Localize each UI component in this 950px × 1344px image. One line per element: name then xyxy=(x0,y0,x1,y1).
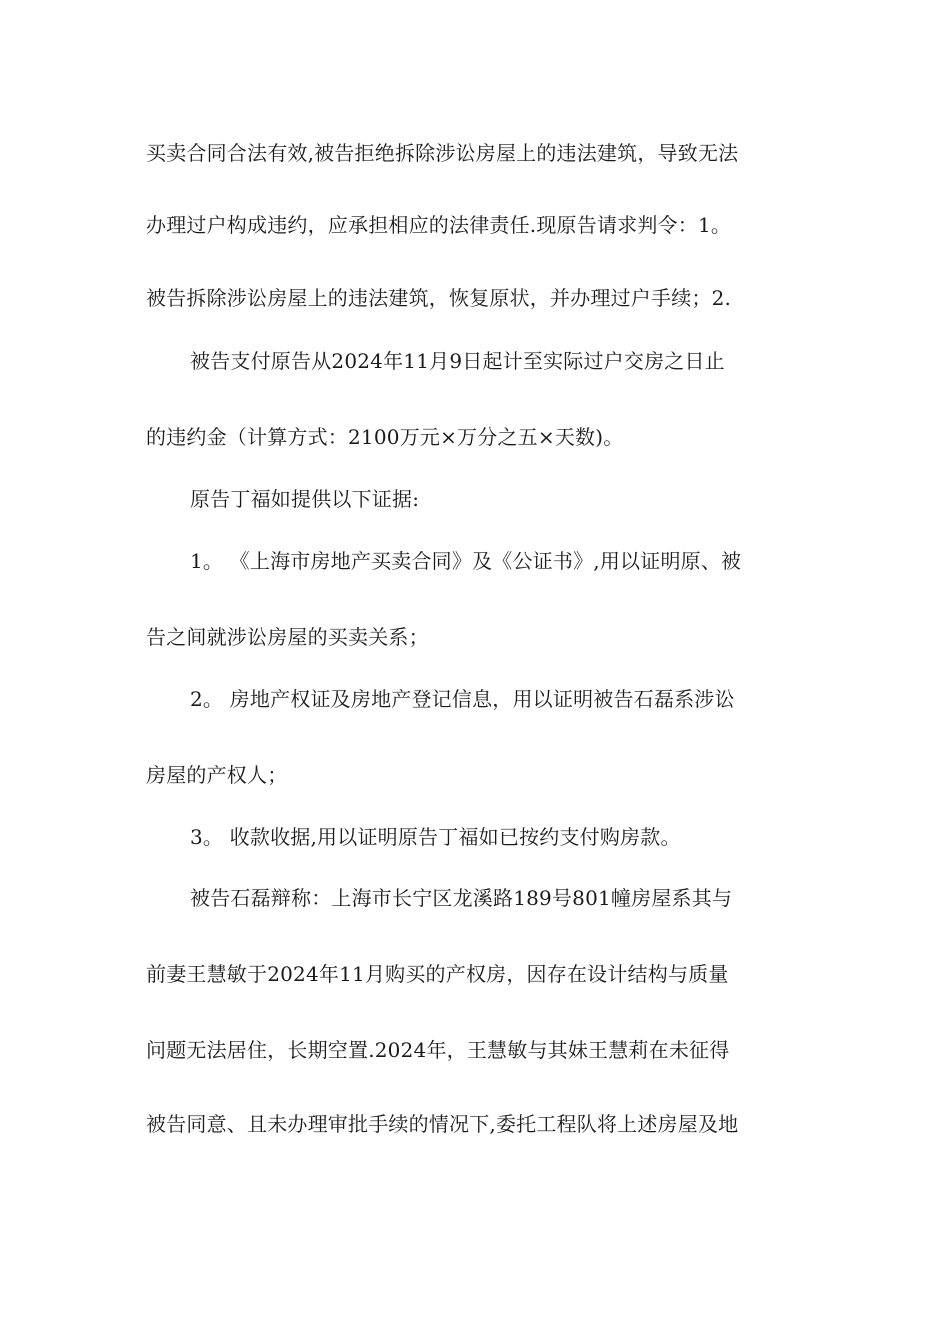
text-line-10: 房屋的产权人； xyxy=(146,763,288,787)
text-line-11: 3。 收款收据,用以证明原告丁福如已按约支付购房款。 xyxy=(190,825,681,849)
text-line-9: 2。 房地产权证及房地产登记信息，用以证明被告石磊系涉讼 xyxy=(190,687,735,711)
text-line-3: 被告拆除涉讼房屋上的违法建筑，恢复原状，并办理过户手续；2. xyxy=(146,286,732,310)
text-line-5: 的违约金（计算方式：2100万元×万分之五×天数)。 xyxy=(146,425,624,449)
text-line-1: 买卖合同合法有效,被告拒绝拆除涉讼房屋上的违法建筑，导致无法 xyxy=(146,141,739,165)
text-line-2: 办理过户构成违约，应承担相应的法律责任.现原告请求判令：1。 xyxy=(146,213,732,237)
text-line-7: 1。 《上海市房地产买卖合同》及《公证书》,用以证明原、被 xyxy=(190,549,742,573)
text-line-8: 告之间就涉讼房屋的买卖关系； xyxy=(146,625,429,649)
text-line-4: 被告支付原告从2024年11月9日起计至实际过户交房之日止 xyxy=(190,349,725,373)
text-line-12: 被告石磊辩称：上海市长宁区龙溪路189号801幢房屋系其与 xyxy=(190,886,733,910)
text-line-14: 问题无法居住，长期空置.2024年，王慧敏与其妹王慧莉在未征得 xyxy=(146,1038,730,1062)
text-line-6: 原告丁福如提供以下证据: xyxy=(190,487,420,511)
text-line-15: 被告同意、且未办理审批手续的情况下,委托工程队将上述房屋及地 xyxy=(146,1112,739,1136)
text-line-13: 前妻王慧敏于2024年11月购买的产权房，因存在设计结构与质量 xyxy=(146,962,729,986)
